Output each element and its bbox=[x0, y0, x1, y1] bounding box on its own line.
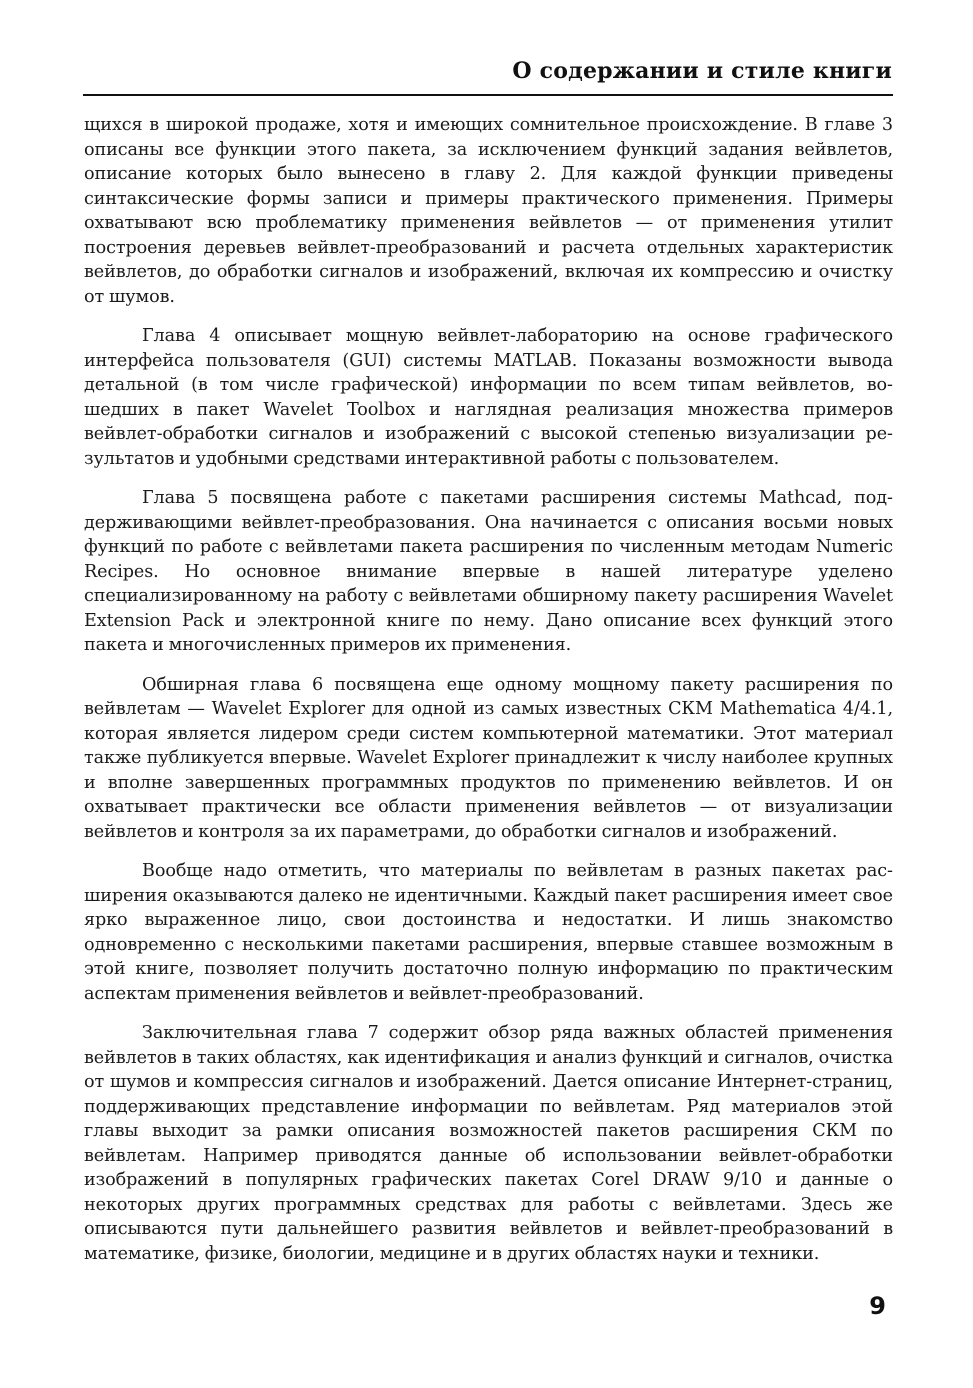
paragraph-chapter-4: Глава 4 описывает мощную вейвлет-лабораторию на основе графического интерфейса пользователя (GUI) системы MATLAB. Показаны возможности вывода детальной (в том числе графической) информации по всем типам вейвлетов, вошедших в пакет Wavelet Toolbox и наглядная реализация множества примеров вейвлет-обработки сигналов и изображений с высокой степенью визуализации результатов и удобными средствами интерактивной работы с пользователем. bbox=[84, 326, 893, 469]
paragraph-continuation: щихся в широкой продаже, хотя и имеющих сомнительное происхождение. В главе 3 описаны все функции этого пакета, за исключением функций задания вейвлетов, описание которых было вынесено в главу 2. Для каждой функции приведены синтаксические формы записи и примеры практического применения. Примеры охватывают всю проблематику применения вейвлетов — от применения утилит построения деревьев вейвлет-преобразований и расчета отдельных характеристик вейвлетов, до обработки сигналов и изображений, включая их компрессию и очистку от шумов. bbox=[84, 115, 893, 307]
running-header-title: О содержании и стиле книги bbox=[512, 58, 892, 84]
paragraph-chapter-7: Заключительная глава 7 содержит обзор ряда важных областей применения вейвлетов в таких областях, как идентификация и анализ функций и сигналов, очистка от шумов и компрессия сигналов и изображений. Дается описание Интернет-страниц, поддерживающих представление информации по вейвлетам. Ряд материалов этой главы выходит за рамки описания возможностей пакетов расширения СКМ по вейвлетам. Например приводятся данные об использовании вейвлет-обработки изображений в популярных графических пакетах Corel DRAW 9/10 и данные о некоторых других программных средствах для работы с вейвлетами. Здесь же описываются пути дальнейшего развития вейвлетов и вейвлет-преобразований в математике, физике, биологии, медицине и в других областях науки и техники. bbox=[84, 1023, 893, 1264]
text-body bbox=[84, 113, 893, 1281]
paragraph-chapter-6: Обширная глава 6 посвящена еще одному мощному пакету расширения по вейвлетам — Wavelet Explorer для одной из самых известных СКМ Mathematica 4/4.1, которая является лидером среди систем компьютерной математики. Этот материал также публикуется впервые. Wavelet Explorer принадлежит к числу наиболее крупных и вполне завершенных программных продуктов по применению вейвлетов. И он охватывает практически все области применения вейвлетов — от визуализации вейвлетов и контроля за их параметрами, до обработки сигналов и изображений. bbox=[84, 674, 893, 842]
header-rule bbox=[83, 94, 893, 96]
paragraph-chapter-5: Глава 5 посвящена работе с пакетами расширения системы Mathcad, поддерживающими вейвлет-преобразования. Она начинается с описания восьми новых функций по работе с вейвлетами пакета расширения по численным методам Numeric Recipes. Но основное внимание впервые в нашей литературе уделено специализированному на работу с вейвлетами обширному пакету расширения Wavelet Extension Pack и электронной книге по нему. Дано описание всех функций этого пакета и многочисленных примеров их применения. bbox=[84, 488, 893, 655]
page-number: 9 bbox=[869, 1292, 886, 1320]
paragraph-comparison: Вообще надо отметить, что материалы по вейвлетам в разных пакетах расширения оказываются далеко не идентичными. Каждый пакет расширения имеет свое ярко выраженное лицо, свои достоинства и недостатки. И лишь знакомство одновременно с несколькими пакетами расширения, впервые ставшее возможным в этой книге, позволяет получить достаточно полную информацию по практическим аспектам применения вейвлетов и вейвлет-преобразований. bbox=[84, 861, 893, 1004]
